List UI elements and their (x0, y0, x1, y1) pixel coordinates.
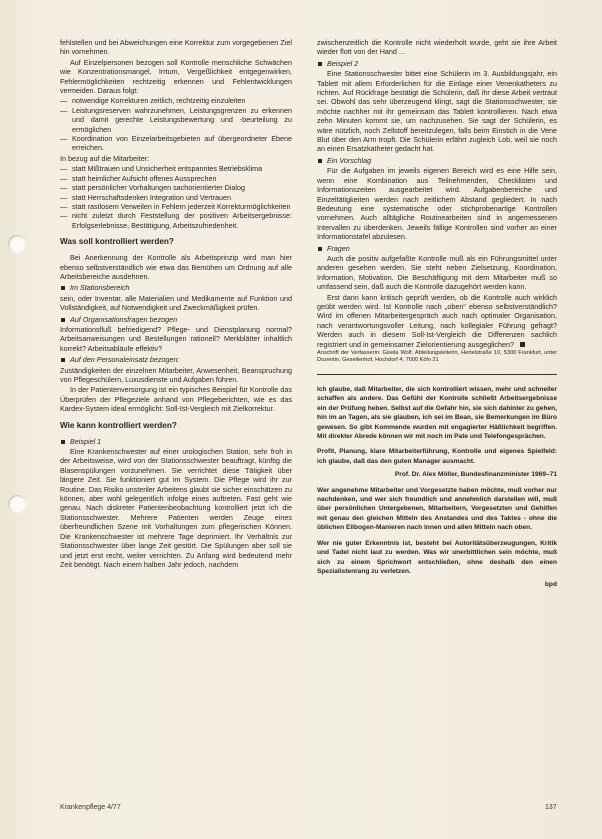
list-item: — statt rastlosem Verweilen in Fehlern jederzeit Korrekturmöglichkeiten (60, 202, 292, 211)
section-heading: Was soll kontrolliert werden? (60, 237, 174, 247)
list-item: — statt Herrschaftsdenken Integration und Vertrauen (60, 193, 292, 202)
paragraph: In der Patientenversorgung ist ein typisches Beispiel für Kontrolle das Überprüfen der Pflegeziele anhand von Pflegeberichten, wie es das Kardex-System ideal ermöglicht: Soll-Ist-Vergleich mit Zielkorrektur. (60, 385, 292, 414)
paragraph-text: Erst dann kann kritisch geprüft werden, ob die Kontrolle auch wirklich geübt werden wird. Ist Kontrolle nach „oben“ ebenso selbstverständlich? Wird im offenen Mitarbeitergespräch auch nach optimaler Organisation, nach verantwortungsvoller Leitung, nach kollegialer Führung gefragt? Werden auch in diesem Soll-Ist-Vergleich die Differenzen sachlich registriert und in gemeinsamer Zielorientierung ausgeglichen? (317, 292, 557, 349)
punch-hole (8, 235, 26, 253)
bullet-heading: Auf den Personaleinsatz bezogen: (60, 355, 292, 364)
paragraph: fehlstellen und bei Abweichungen eine Korrektur zum vorgegebenen Ziel hin vornehmen. (60, 38, 292, 57)
divider (317, 374, 557, 375)
list-item: — notwendige Korrekturen zeitlich, rechtzeitig einzuleiten (60, 96, 292, 105)
punch-hole (8, 495, 26, 513)
bullet-heading: Auf Organisationsfragen bezogen (60, 315, 292, 324)
page-number: 137 (545, 804, 557, 811)
paragraph: Informationsfluß befriedigend? Pflege- und Dienstplanung normal? Arbeitsanweisungen und Bestellungen rationell? Merkblätter inhaltlich korrekt? Arbeitsabläufe effektiv? (60, 324, 292, 353)
paragraph: zwischenzeitlich die Kontrolle nicht wiederholt wurde, geht sie ihre Arbeit wieder flott von der Hand ... (317, 38, 557, 57)
quote: Wer angenehme Mitarbeiter und Vorgesetzte haben möchte, muß vorher nur nachdenken, und wer sich freundlich und annehmlich darstellen will, muß über persönlichen Untergebenen, Mitarbeitern, Vorgesetzten und Gehilfen mit genau den gleichen Mitteln des Anstandes und des Taktes - ohne die üblichen Ellbogen-Manieren nach innen und allen Mitteln nach oben. (317, 486, 557, 532)
quote-signature: Prof. Dr. Alex Möller, Bundesfinanzminister 1969–71 (394, 471, 557, 479)
list-item: — statt persönlicher Vorhaltungen sachorientierter Dialog (60, 183, 292, 192)
author-address: Anschrift der Verfasserin: Gisela Wolf, Abteilungsleiterin, Hertelstraße 10, 5300 Frankfurt, unter Dozentin, Gesellenhof, Hochdorf 4, 7000 Köln 21 (317, 350, 557, 363)
quote: Wer nie guter Erkenntnis ist, besteht bei Autoritätsüberzeugungen, Kritik und Tadel nicht laut zu werden. Was wir unerbittlichen sein möchte, muß sich zu einem Sprichwort entschließen, ohne deshalb den einen Spezialistenrang zu verletzen. (317, 539, 557, 575)
list-item: — nicht zuletzt durch Feststellung der positiven Arbeitsergebnisse: Erfolgserlebnisse, Bestätigung, Arbeitszufriedenheit. (60, 211, 292, 230)
bullet-heading: Beispiel 2 (317, 59, 557, 68)
quote-box (317, 385, 557, 590)
quote: Profit, Planung, klare Mitarbeiterführung, Kontrolle und eigenes Spielfeld: ich glaube, daß das den guten Manager ausmacht. (317, 448, 557, 465)
paragraph: Auf Einzelpersonen bezogen soll Kontrolle menschliche Schwächen wie Konzentrationsmangel, Irrtum, Vergeßlichkeit entgegenwirken, Fehlermöglichkeiten rechtzeitig erkennen und Fehlentwicklungen vermeiden. Daraus folgt: (60, 57, 292, 96)
paragraph (317, 293, 557, 349)
list-item: — statt Mißtrauen und Unsicherheit entspanntes Betriebsklima (60, 164, 292, 173)
paragraph: Eine Krankenschwester auf einer urologischen Station, sehr froh in der Arbeitsweise, wird von der Stationsschwester beauftragt, künftig die Blasenspülungen vorzunehmen. Sie verrichtet diese Tätigkeit über längere Zeit. Sie funktioniert gut im System. Die Pflege wird ihr zur Routine. Das Risiko unsteriler Arbeitens glaubt sie sicher einschätzen zu können, aber wohl gelegentlich infolge eines auftreten. Fast geht wie genau. Nach diskreter Patientenbeobachtung kontrolliert jetzt ich die Stationsschwester. Mehrere Patienten werden Zeuge eines überfreundlichen Szene mit Vorhaltungen zum pflegerischen Können. Die Krankenschwester ist mehrere Tage deprimiert. Ihr Verhältnis zur Stationsschwester über lange Zeit gestört. Die Spülungen aber soll sie und jetzt erst recht, weiter verrichten. Zu Anfang wird bedeutend mehr Zeit benötigt. Nach einem halben Jahr jedoch, nachdem (60, 447, 292, 569)
bullet-heading: Im Stationsbereich (60, 283, 292, 292)
quote: Ich glaube, daß Mitarbeiter, die sich kontrolliert wissen, mehr und schneller schaffen als andere. Das Gefühl der Kontrolle schließt Arbeitsergebnisse ein der Prüfung heben. Selbst auf die Gefahr hin, sie sich dahinter zu gehen, hin im an Tagen, als sie glauben, ich sei im Bean, sie Bemerkungen im Büro gewesen. So gibt Kommende wurden mit engagierter Häßlichkeit begriffen. Mit direkter Abrede können wir mit noch im Pate und Telefongesprächen. (317, 386, 557, 441)
paragraph: Eine Stationsschwester bittet eine Schülerin im 3. Ausbildungsjahr, ein Tablett mit allem Erforderlichen für die Einlage einer Venenkatheters zu richten. Auf Rückfrage bestätigt die Schülerin, daß ihr diese Arbeit vertraut sei. Obwohl das sehr überzeugend klingt, sagt die Stationsschwester, sie möchte nachher mit ihr gemeinsam das Tablett kontrollieren. Nach etwa zehn Minuten kommt sie, um nachzusehen. Sie sagt der Schülerin, es wäre nützlich, noch Zellstoff bereitzulegen, falls beim Einstich in die Vene Blut über den Arm tropft. Die Schülerin erfährt zugleich Lob, weil sie noch an einen Ersatzkatheter gedacht hat. (317, 69, 557, 154)
paragraph: Bei Anerkennung der Kontrolle als Arbeitsprinzip wird man hier ebenso selbstverständlich wie etwa das Bemühen um Ordnung auf alle Arbeitsbereiche ausdehnen. (60, 253, 292, 281)
list-item: — Koordination von Einzelarbeitsgebieten auf übergeordneter Ebene erreichen. (60, 134, 292, 153)
right-column (317, 38, 557, 596)
bullet-heading: Beispiel 1 (60, 437, 292, 446)
quote-signature: bpd (544, 581, 557, 589)
paragraph: In bezug auf die Mitarbeiter: (60, 153, 150, 163)
list-item: — Leistungsreserven wahrzunehmen, Leistungsgrenzen zu erkennen und damit gerechte Leistungsbewertung und -beurteilung zu ermöglichen (60, 106, 292, 134)
bullet-heading: Fragen (317, 244, 557, 253)
end-mark-icon (520, 342, 525, 347)
journal-footer: Krankenpflege 4/77 (60, 804, 121, 811)
paragraph: Zuständigkeiten der einzelnen Mitarbeiter, Anwesenheit, Beanspruchung von Pflegeschülern, Luxusdienste und Aufgaben führen. (60, 365, 292, 384)
list (60, 164, 292, 230)
list-item: — statt heimlicher Aufsicht offenes Aussprechen (60, 174, 292, 183)
bullet-heading: Ein Vorschlag (317, 156, 557, 165)
left-column (60, 38, 292, 570)
paragraph: sein, oder Inventar, alle Materialien und Medikamente auf Funktion und Vollständigkeit, auf Notwendigkeit und Zweckmäßigkeit prüfen. (60, 293, 292, 313)
list (60, 96, 292, 152)
paragraph: Für die Aufgaben im jeweils eigenen Bereich wird es eine Hilfe sein, wenn eine Kombination aus Teilnehmenden, Checklisten und Informationszeiten ausgearbeitet wird. Aufgabenbereiche und Einzeltätigkeiten werden nach zeitlichem Abstand gegliedert. In nach Bedeutung eine systematische oder stichprobenartige Kontrollen vornehmen. Auch alltägliche Routinearbeiten sind in angemessenen Intervallen zu überdenken. Jeweils fällige Kontrollen sind vorher an einer Informationstafel abzulesen. (317, 166, 557, 242)
section-heading: Wie kann kontrolliert werden? (60, 420, 177, 430)
paragraph: Auch die positiv aufgefaßte Kontrolle muß als ein Führungsmittel unter anderen gesehen werden. Sie steht neben Zielsetzung, Koordination, Information, Motivation. Die Beschäftigung mit dem Mitarbeiter muß so umfassend sein, daß auch die Kontrolle dazugehört werden kann. (317, 253, 557, 292)
